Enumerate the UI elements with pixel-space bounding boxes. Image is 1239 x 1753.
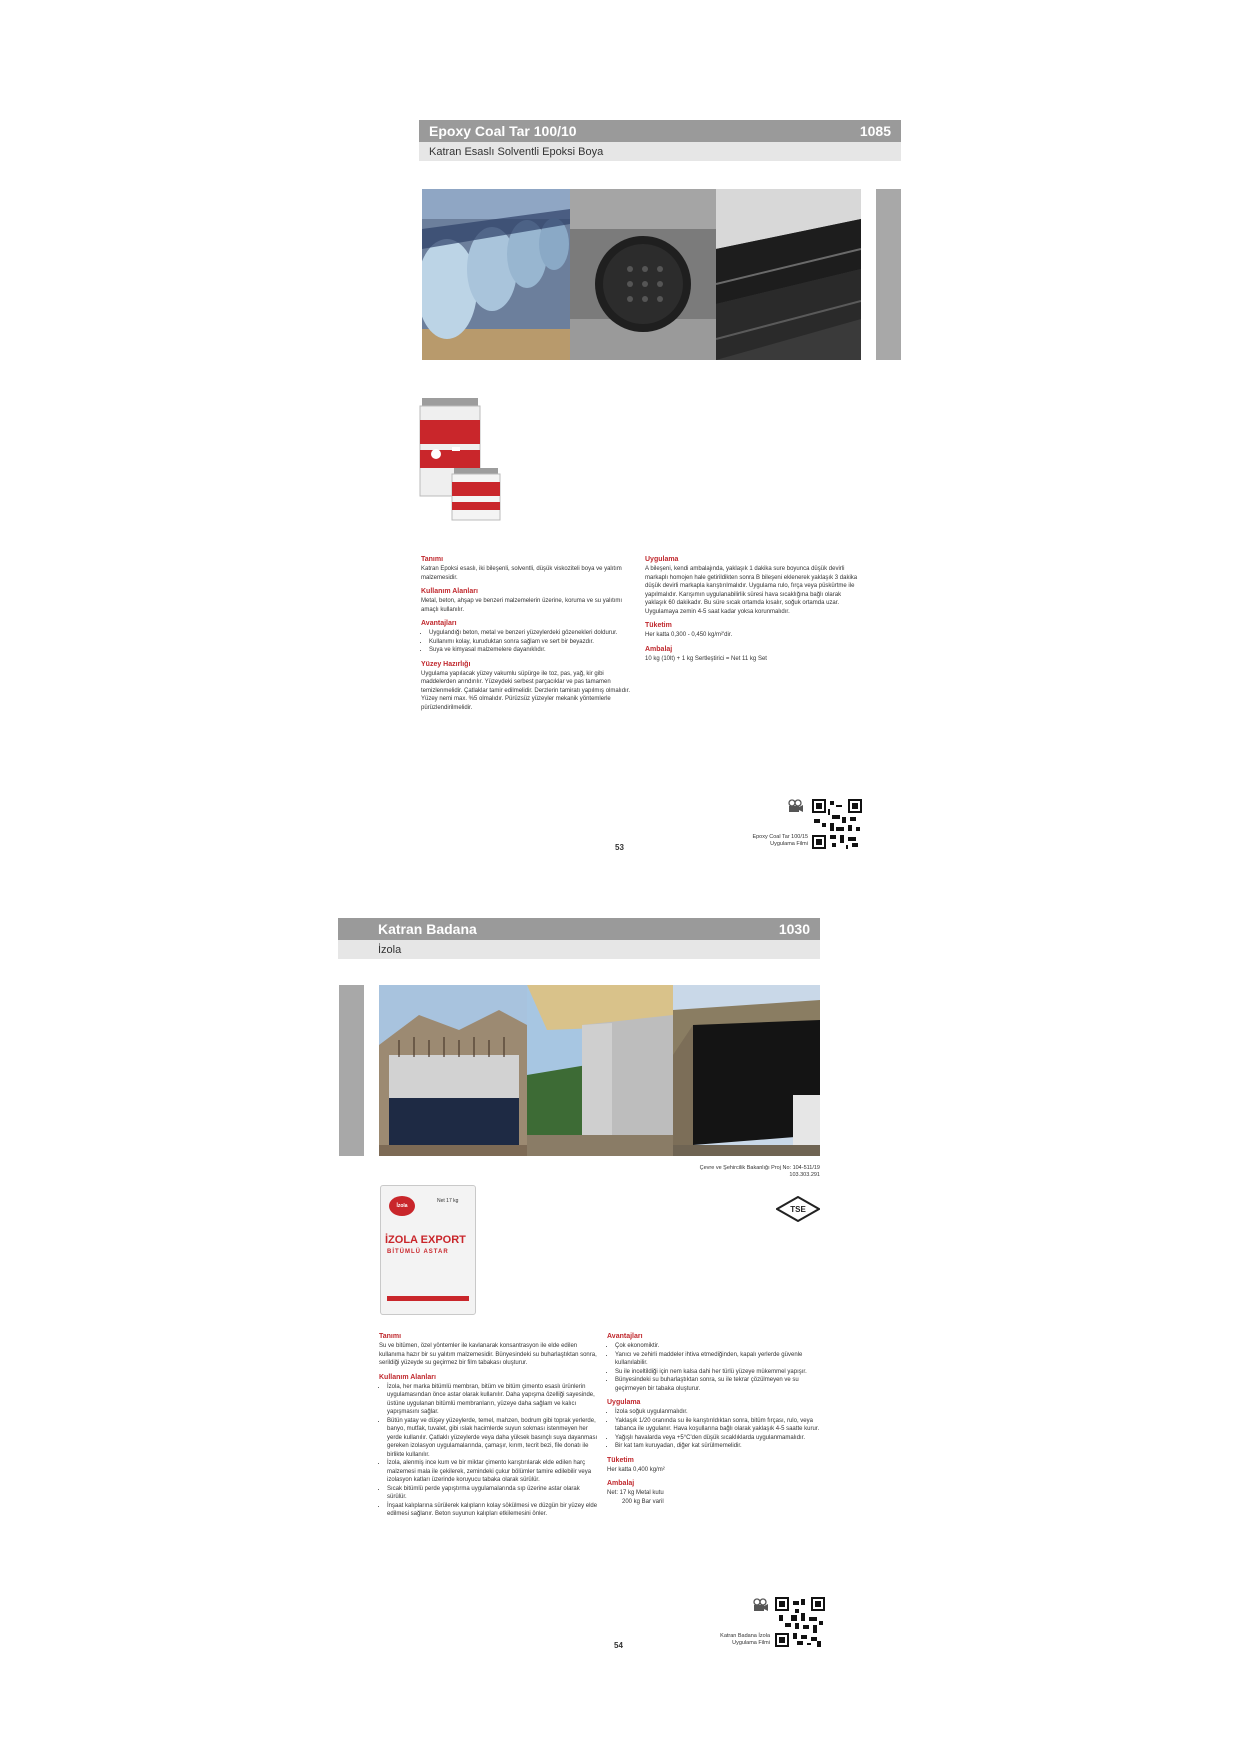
qr-caption-line: Uygulama Filmi <box>732 1640 770 1646</box>
page1-advantages-heading: Avantajları <box>421 620 457 627</box>
page2-photo-black-wall <box>673 985 820 1156</box>
page1-surface-text: Uygulama yapılacak yüzey vakumlu süpürge ile toz, pas, yağ, kir gibi maddelerden arındırılır. Yüzeydeki serbest parçacıklar ve pas tamamen temizlenmelidir. Çatlaklar tamir edilmelidir. Derzlerin tamiratı yapılmış olmalıdır. Yüzey nemi max. %5 olmalıdır. Pürüzsüz yüzeyler mekanik yöntemlerle pürüzlendirilmelidir. <box>421 670 631 711</box>
qr-caption-line: Katran Badana İzola <box>720 1633 770 1639</box>
list-item: • Yaklaşık 1/20 oranında su ile karıştırıldıktan sonra, bitüm fırçası, rulo, veya tabanca ile uygulanır. Hava koşullarına bağlı olarak yaklaşık 4-5 saatte kurur. <box>615 1417 825 1434</box>
list-item: • İnşaat kalıplarına sürülerek kalıpların kolay sökülmesi ve düzgün bir yüzey elde edilmesi sağlanır. Beton suyunun kalıpları etkilemesini önler. <box>387 1502 599 1519</box>
page2-packaging-line: 200 kg Bar varil <box>622 1498 664 1505</box>
page2-usage-list <box>379 1383 599 1519</box>
page2-definition-text: Su ve bitümen, özel yöntemler ile kavlanarak konsantrasyon ile elde edilen kullanıma hazır bir su yalıtım malzemesidir. Bünyesindeki su buharlaştıktan sonra, serildiği yüzeyde su geçirmez bir film tabakası oluşturur. <box>379 1343 597 1366</box>
page2-consumption-text: Her katta 0,400 kg/m² <box>607 1466 665 1473</box>
list-item: • Sıcak bitümlü perde yapıştırma uygulamalarında sıp üzerine astar olarak sürülür. <box>387 1485 599 1502</box>
list-item: • Uygulandığı beton, metal ve benzeri yüzeylerdeki gözenekleri doldurur. <box>429 629 636 638</box>
page1-title-bar <box>419 120 901 142</box>
page1-side-tab <box>876 189 901 360</box>
page2-consumption-heading: Tüketim <box>607 1456 634 1464</box>
page1-application-heading: Uygulama <box>645 556 679 563</box>
film-icon <box>752 1598 768 1612</box>
page1-advantages-list <box>421 629 636 655</box>
page1-packaging-text: 10 kg (10lt) + 1 kg Sertleştirici = Net 11 kg Set <box>645 655 767 662</box>
page2-title-bar <box>338 918 820 940</box>
page1-usage-text: Metal, beton, ahşap ve benzeri malzemelerin üzerine, koruma ve su yalıtımı amaçlı kullanılır. <box>421 598 623 613</box>
qr-caption-line: Uygulama Filmi <box>770 841 808 847</box>
list-item: • Bünyesindeki su buharlaştıktan sonra, su ile tekrar çözülmeyen ve su geçirmeyen bir tabaka oluşturur. <box>615 1376 825 1393</box>
page2-photo-foundation <box>379 985 527 1156</box>
tse-label: TSE <box>790 1205 806 1214</box>
page1-consumption-heading: Tüketim <box>645 622 672 629</box>
list-item: • Yanıcı ve zehirli maddeler ihtiva etmediğinden, kapalı yerlerde güvenle kullanılabilir. <box>615 1351 825 1368</box>
page2-packaging-line: Net: 17 kg Metal kutu <box>607 1490 664 1496</box>
page1-right-column <box>645 556 860 663</box>
page1-subtitle: Katran Esaslı Solventli Epoksi Boya <box>429 145 604 158</box>
film-icon <box>787 799 803 813</box>
page2-packaging-heading: Ambalaj <box>607 1480 635 1487</box>
page1-title: Epoxy Coal Tar 100/10 <box>429 123 577 139</box>
page1-photo-pipes-blue <box>422 189 570 360</box>
tse-logo <box>776 1196 820 1222</box>
page2-subtitle-bar <box>338 940 820 959</box>
page1-left-column <box>421 556 636 712</box>
page2-definition-heading: Tanımı <box>379 1333 402 1340</box>
page2-subtitle: İzola <box>378 943 402 956</box>
list-item: • Su ile inceltildiği için nem kalsa dahi her türlü yüzeye mükemmel yapışır. <box>615 1368 825 1377</box>
page1-application-text: A bileşeni, kendi ambalajında, yaklaşık 1 dakika sure boyunca düşük devirli markaplı homojen hale getirildikten sonra B bileşeni eklenerek yaklaşık 3 dakika düşük devirli markapla karıştırılmalıdır. Uygulama rulo, fırça veya püskürtme ile yapılmalıdır. Karışımın uygulanabilirlik süresi hava sıcaklığına bağlı olarak yaklaşık 60 dakikadır. Bu süre sıcak ortamda kısalır, soğuk ortamda uzar. Uygulamaya zemin 4-5 saat kadar yoksa korunmalıdır. <box>645 566 858 615</box>
can-weight: Net 17 kg <box>437 1198 459 1204</box>
page1-consumption-text: Her katta 0,300 - 0,450 kg/m²'dir. <box>645 632 733 638</box>
page2-product-image <box>380 1185 476 1315</box>
page2-qr-code[interactable] <box>775 1597 825 1647</box>
can-subtitle: BİTÜMLÜ ASTAR <box>387 1249 449 1255</box>
can-title: İZOLA EXPORT <box>385 1234 466 1246</box>
page1-usage-heading: Kullanım Alanları <box>421 588 478 595</box>
can-stripe <box>387 1296 469 1301</box>
page1-qr-caption <box>690 834 808 848</box>
page1-qr-code[interactable] <box>812 799 862 849</box>
list-item: • Bir kat tam kuruyadan, diğer kat sürülmemelidir. <box>615 1442 825 1451</box>
list-item: • Çok ekonomiktir. <box>615 1342 825 1351</box>
list-item: • Bütün yatay ve düşey yüzeylerde, temel, mahzen, bodrum gibi toprak yerlerde, banyo, mutfak, tuvalet, gibi ıslak hacimlerde suyun sokması istenmeyen her yerde kullanılır. Çatlaklı yüzeylerde veya daha yüksek basınçlı suya dayanması gereken izolasyon uygulamalarında, çamaşır, kırım, tecrit bezi, file donatı ile birlikte kullanılır. <box>387 1417 599 1460</box>
page2-photo-bridge <box>527 985 673 1156</box>
list-item: • Yağışlı havalarda veya +5°C'den düşük sıcaklıklarda uygulanmamalıdır. <box>615 1434 825 1443</box>
page1-surface-heading: Yüzey Hazırlığı <box>421 660 471 668</box>
certificate-line: Çevre ve Şehircilik Bakanlığı Proj No: 104-511/19 <box>699 1165 820 1171</box>
page2-certificate-text <box>640 1165 820 1179</box>
page1-definition-heading: Tanımı <box>421 556 444 563</box>
page2-advantages-list <box>607 1342 825 1393</box>
page2-right-column <box>607 1333 825 1506</box>
page2-side-tab <box>339 985 364 1156</box>
certificate-line: 103.303.291 <box>789 1172 820 1178</box>
page1-product-code: 1085 <box>859 123 891 139</box>
page2-page-number: 54 <box>614 1641 623 1650</box>
list-item: • İzola soğuk uygulanmalıdır. <box>615 1408 825 1417</box>
page1-page-number: 53 <box>615 843 624 852</box>
page2-advantages-heading: Avantajları <box>607 1333 643 1340</box>
list-item: • İzola, her marka bitümlü membran, bitüm ve bitüm çimento esaslı ürünlerin uygulamasından önce astar olarak kullanılır. Daha yapışma özelliği sayesinde, üstüne uygulanan bitümlü membranların, yüzeye daha sağlam ve kalıcı yapışmasını sağlar. <box>387 1383 599 1417</box>
page1-product-image <box>416 392 516 527</box>
page1-definition-text: Katran Epoksi esaslı, iki bileşenli, solventli, düşük viskoziteli boya ve yalıtım malzemesidir. <box>421 566 622 581</box>
can-brand-badge <box>389 1196 415 1216</box>
page1-photo-manhole <box>570 189 716 360</box>
can-brand: İzola <box>396 1203 408 1209</box>
page2-application-list <box>607 1408 825 1451</box>
list-item: • Kullanımı kolay, kuruduktan sonra sağlam ve sert bir beyazdır. <box>429 638 636 647</box>
page2-left-column <box>379 1333 599 1519</box>
page2-title: Katran Badana <box>378 921 477 937</box>
page2-application-heading: Uygulama <box>607 1399 641 1406</box>
page2-product-code: 1030 <box>778 921 810 937</box>
page1-photo-black-pipes <box>716 189 861 360</box>
page1-packaging-heading: Ambalaj <box>645 645 673 653</box>
page1-subtitle-bar <box>419 142 901 161</box>
page2-usage-heading: Kullanım Alanları <box>379 1373 436 1381</box>
list-item: • Suya ve kimyasal malzemelere dayanıklıdır. <box>429 646 636 655</box>
page2-qr-caption <box>655 1633 770 1647</box>
list-item: • İzola, alenmiş ince kum ve bir miktar çimento karıştırılarak elde edilen harç malzemesi mala ile çekilerek, zemindeki çukur bölümler tamire edilebilir veya izolasyon katları üzerinde koruyucu tabaka olarak sürülür. <box>387 1459 599 1485</box>
qr-caption-line: Epoxy Coal Tar 100/15 <box>752 834 808 840</box>
